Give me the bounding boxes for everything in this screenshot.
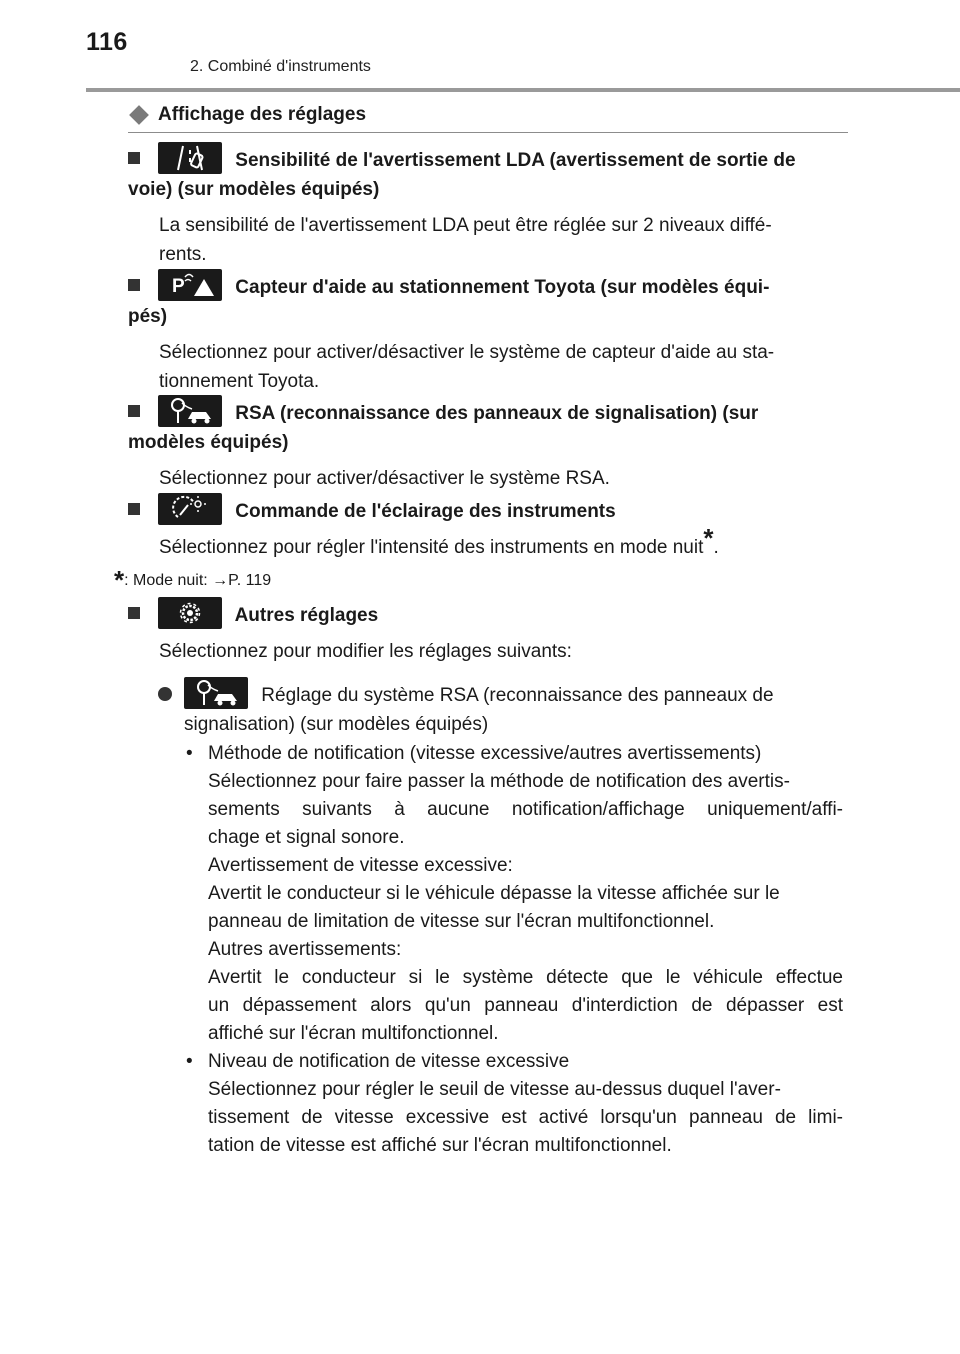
setting-item-other [128,597,843,666]
setting-desc-line-1: Sélectionnez pour régler l'intensité des instruments en mode nuit [159,537,704,558]
svg-text:P: P [172,276,185,297]
road-sign-assist-icon [158,395,222,427]
body-line: Autres avertissements: [208,939,402,960]
body-line: Sélectionnez pour faire passer la méthode de notification des avertis- [208,771,790,792]
bullet-head: Niveau de notification de vitesse excessive [208,1051,570,1072]
illumination-control-icon [158,493,222,525]
bullet-mark: • [186,743,193,764]
section-title-text: Affichage des réglages [158,104,367,125]
setting-description [128,523,843,562]
sub-setting-title-line-2: signalisation) (sur modèles équipés) [184,714,489,735]
setting-title-line-1: Sensibilité de l'avertissement LDA (avertissement de sortie de [235,150,796,171]
footnote-page-ref[interactable]: P. 119 [228,572,272,589]
bullet-head: Méthode de notification (vitesse excessive/autres avertissements) [208,743,762,764]
setting-desc-line-1: Sélectionnez pour activer/désactiver le système RSA. [159,468,610,489]
setting-title-line-2: modèles équipés) [128,432,289,453]
section-rule [128,132,848,133]
body-line: tation de vitesse est affiché sur l'écran multifonctionnel. [208,1135,672,1156]
setting-title-line-2: pés) [128,306,168,327]
body-line: Avertit le conducteur si le véhicule dépasse la vitesse affichée sur le [208,883,780,904]
chapter-title: 2. Combiné d'instruments [190,58,371,75]
list-item [158,740,843,768]
page-number: 116 [86,28,128,56]
setting-description [128,464,843,493]
setting-heading [128,142,843,204]
setting-desc-line-2: rents. [159,244,207,265]
setting-title: Autres réglages [234,605,379,626]
bullet-mark: • [186,1051,193,1072]
parking-sensor-icon [158,269,222,301]
footnote-asterisk: * [114,565,125,595]
header-rule [86,88,960,92]
bullet-body [158,768,843,1048]
setting-item-lda [128,142,843,269]
setting-title-line-1: RSA (reconnaissance des panneaux de signalisation) (sur [235,403,759,424]
sub-setting-title-line-1: Réglage du système RSA (reconnaissance des panneaux de [261,685,774,706]
square-bullet-icon [128,405,140,417]
setting-desc-line-1: Sélectionnez pour activer/désactiver le système de capteur d'aide au sta- [159,342,775,363]
footnote-arrow: → [212,572,229,589]
body-line: chage et signal sonore. [208,827,405,848]
setting-heading [128,395,843,457]
setting-item-illumination [128,493,843,562]
body-line: Avertissement de vitesse excessive: [208,855,513,876]
bullet-body [158,1076,843,1160]
body-line: Sélectionnez pour régler le seuil de vitesse au-dessus duquel l'aver- [208,1079,781,1100]
setting-item-rsa [128,395,843,493]
diamond-bullet-icon [129,105,149,125]
setting-heading [128,597,843,630]
body-line: tissement de vitesse excessive est activé lorsqu'un panneau de limi- [208,1107,843,1128]
setting-item-parking-sensor [128,269,843,396]
square-bullet-icon [128,279,140,291]
setting-desc-line-1: Sélectionnez pour modifier les réglages suivants: [159,641,572,662]
body-line: panneau de limitation de vitesse sur l'écran multifonctionnel. [208,911,715,932]
sub-setting-heading [158,677,843,710]
footnote [114,565,271,596]
setting-title-line-1: Capteur d'aide au stationnement Toyota (sur modèles équi- [235,277,770,298]
list-item [158,1048,843,1076]
body-line: Avertit le conducteur si le système détecte que le véhicule effectue [208,967,843,988]
square-bullet-icon [128,607,140,619]
footnote-text: : Mode nuit: [124,572,213,589]
body-line: affiché sur l'écran multifonctionnel. [208,1023,499,1044]
sub-setting-rsa [158,677,843,1160]
lane-departure-icon [158,142,222,174]
setting-title-line-1: Commande de l'éclairage des instruments [235,501,616,522]
setting-description [128,637,843,666]
square-bullet-icon [128,503,140,515]
body-line: un dépassement alors qu'un panneau d'interdiction de dépasser est [208,995,843,1016]
setting-heading [128,269,843,331]
square-bullet-icon [128,152,140,164]
road-sign-assist-icon [184,677,248,709]
setting-description [128,338,843,396]
setting-description [128,211,843,269]
setting-desc-end: . [713,537,719,558]
body-line: sements suivants à aucune notification/affichage uniquement/affi- [208,799,843,820]
section-title [128,102,848,136]
asterisk-mark: * [703,523,714,553]
round-bullet-icon [158,687,172,701]
setting-heading [128,493,843,526]
page-header [0,0,960,92]
setting-desc-line-2: tionnement Toyota. [159,371,320,392]
setting-desc-line-1: La sensibilité de l'avertissement LDA peut être réglée sur 2 niveaux diffé- [159,215,772,236]
setting-title-line-2: voie) (sur modèles équipés) [128,179,380,200]
bullet-list [158,740,843,1160]
gear-icon [158,597,222,629]
